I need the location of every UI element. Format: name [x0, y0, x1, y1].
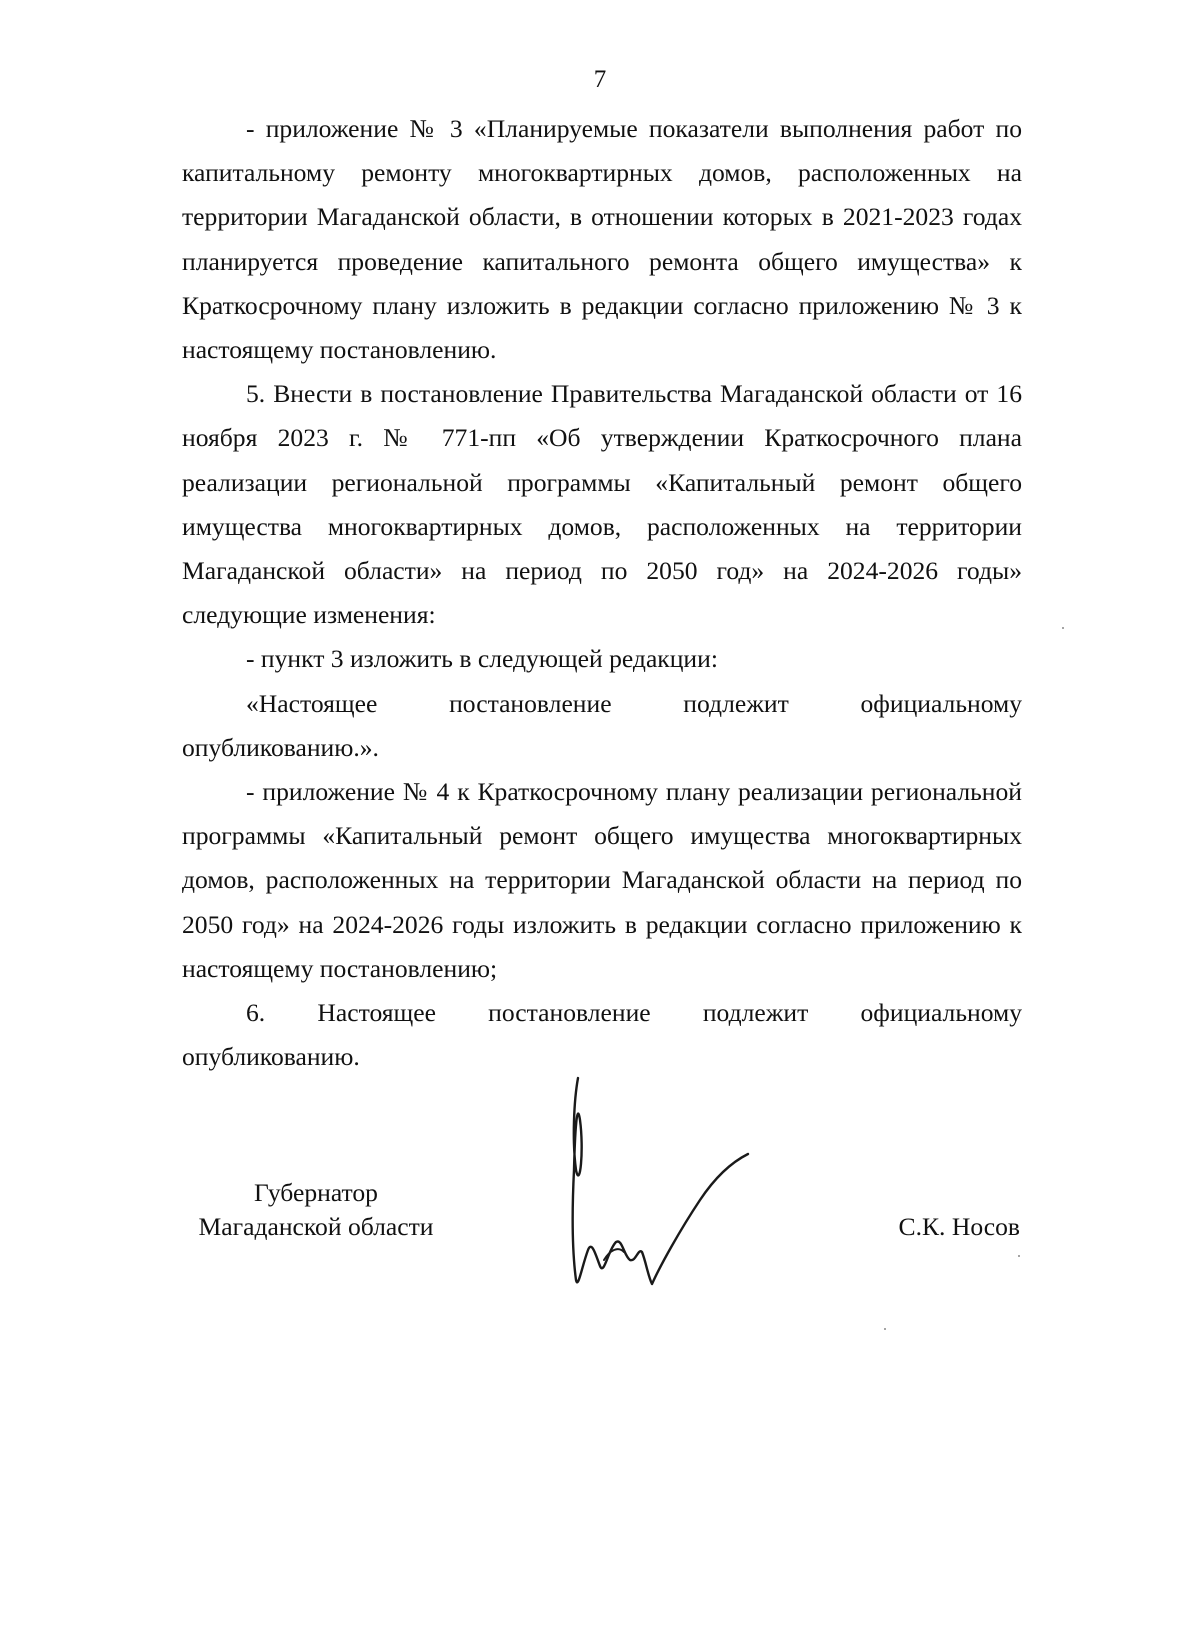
paragraph-point-3-edit: - пункт 3 изложить в следующей редакции: [246, 644, 718, 674]
scan-speck [1062, 627, 1064, 629]
signatory-position-line1: Губернатор [254, 1178, 378, 1207]
signatory-position [186, 1176, 446, 1244]
handwritten-signature [560, 1070, 770, 1310]
paragraph-publication-quote: «Настоящее постановление подлежит официальному опубликованию.». [182, 688, 1022, 762]
scan-speck [884, 1328, 886, 1330]
signatory-position-line2: Магаданской области [198, 1212, 434, 1241]
paragraph-appendix-4: - приложение № 4 к Краткосрочному плану реализации региональной программы «Капитальный ремонт общего имущества многоквартирных домов, расположенных на территории Магаданской области на период по 2050 год» на 2024-2026 годы изложить в редакции согласно приложению к настоящему постановлению; [182, 777, 1022, 983]
document-body [182, 107, 1022, 1079]
scan-speck [1018, 1255, 1020, 1257]
signatory-name: С.К. Носов [898, 1212, 1020, 1241]
paragraph-appendix-3: - приложение № 3 «Планируемые показатели выполнения работ по капитальному ремонту многоквартирных домов, расположенных на территории Магаданской области, в отношении которых в 2021-2023 годах планируется проведение капитального ремонта общего имущества» к Краткосрочному плану изложить в редакции согласно приложению № 3 к настоящему постановлению. [182, 114, 1022, 365]
paragraph-item-5: 5. Внести в постановление Правительства Магаданской области от 16 ноября 2023 г. № 771-пп «Об утверждении Краткосрочного плана реализации региональной программы «Капитальный ремонт общего имущества многоквартирных домов, расположенных на территории Магаданской области» на период по 2050 год» на 2024-2026 годы» следующие изменения: [182, 379, 1022, 630]
paragraph-item-6: 6. Настоящее постановление подлежит официальному опубликованию. [182, 998, 1022, 1072]
page-number: 7 [593, 66, 607, 93]
